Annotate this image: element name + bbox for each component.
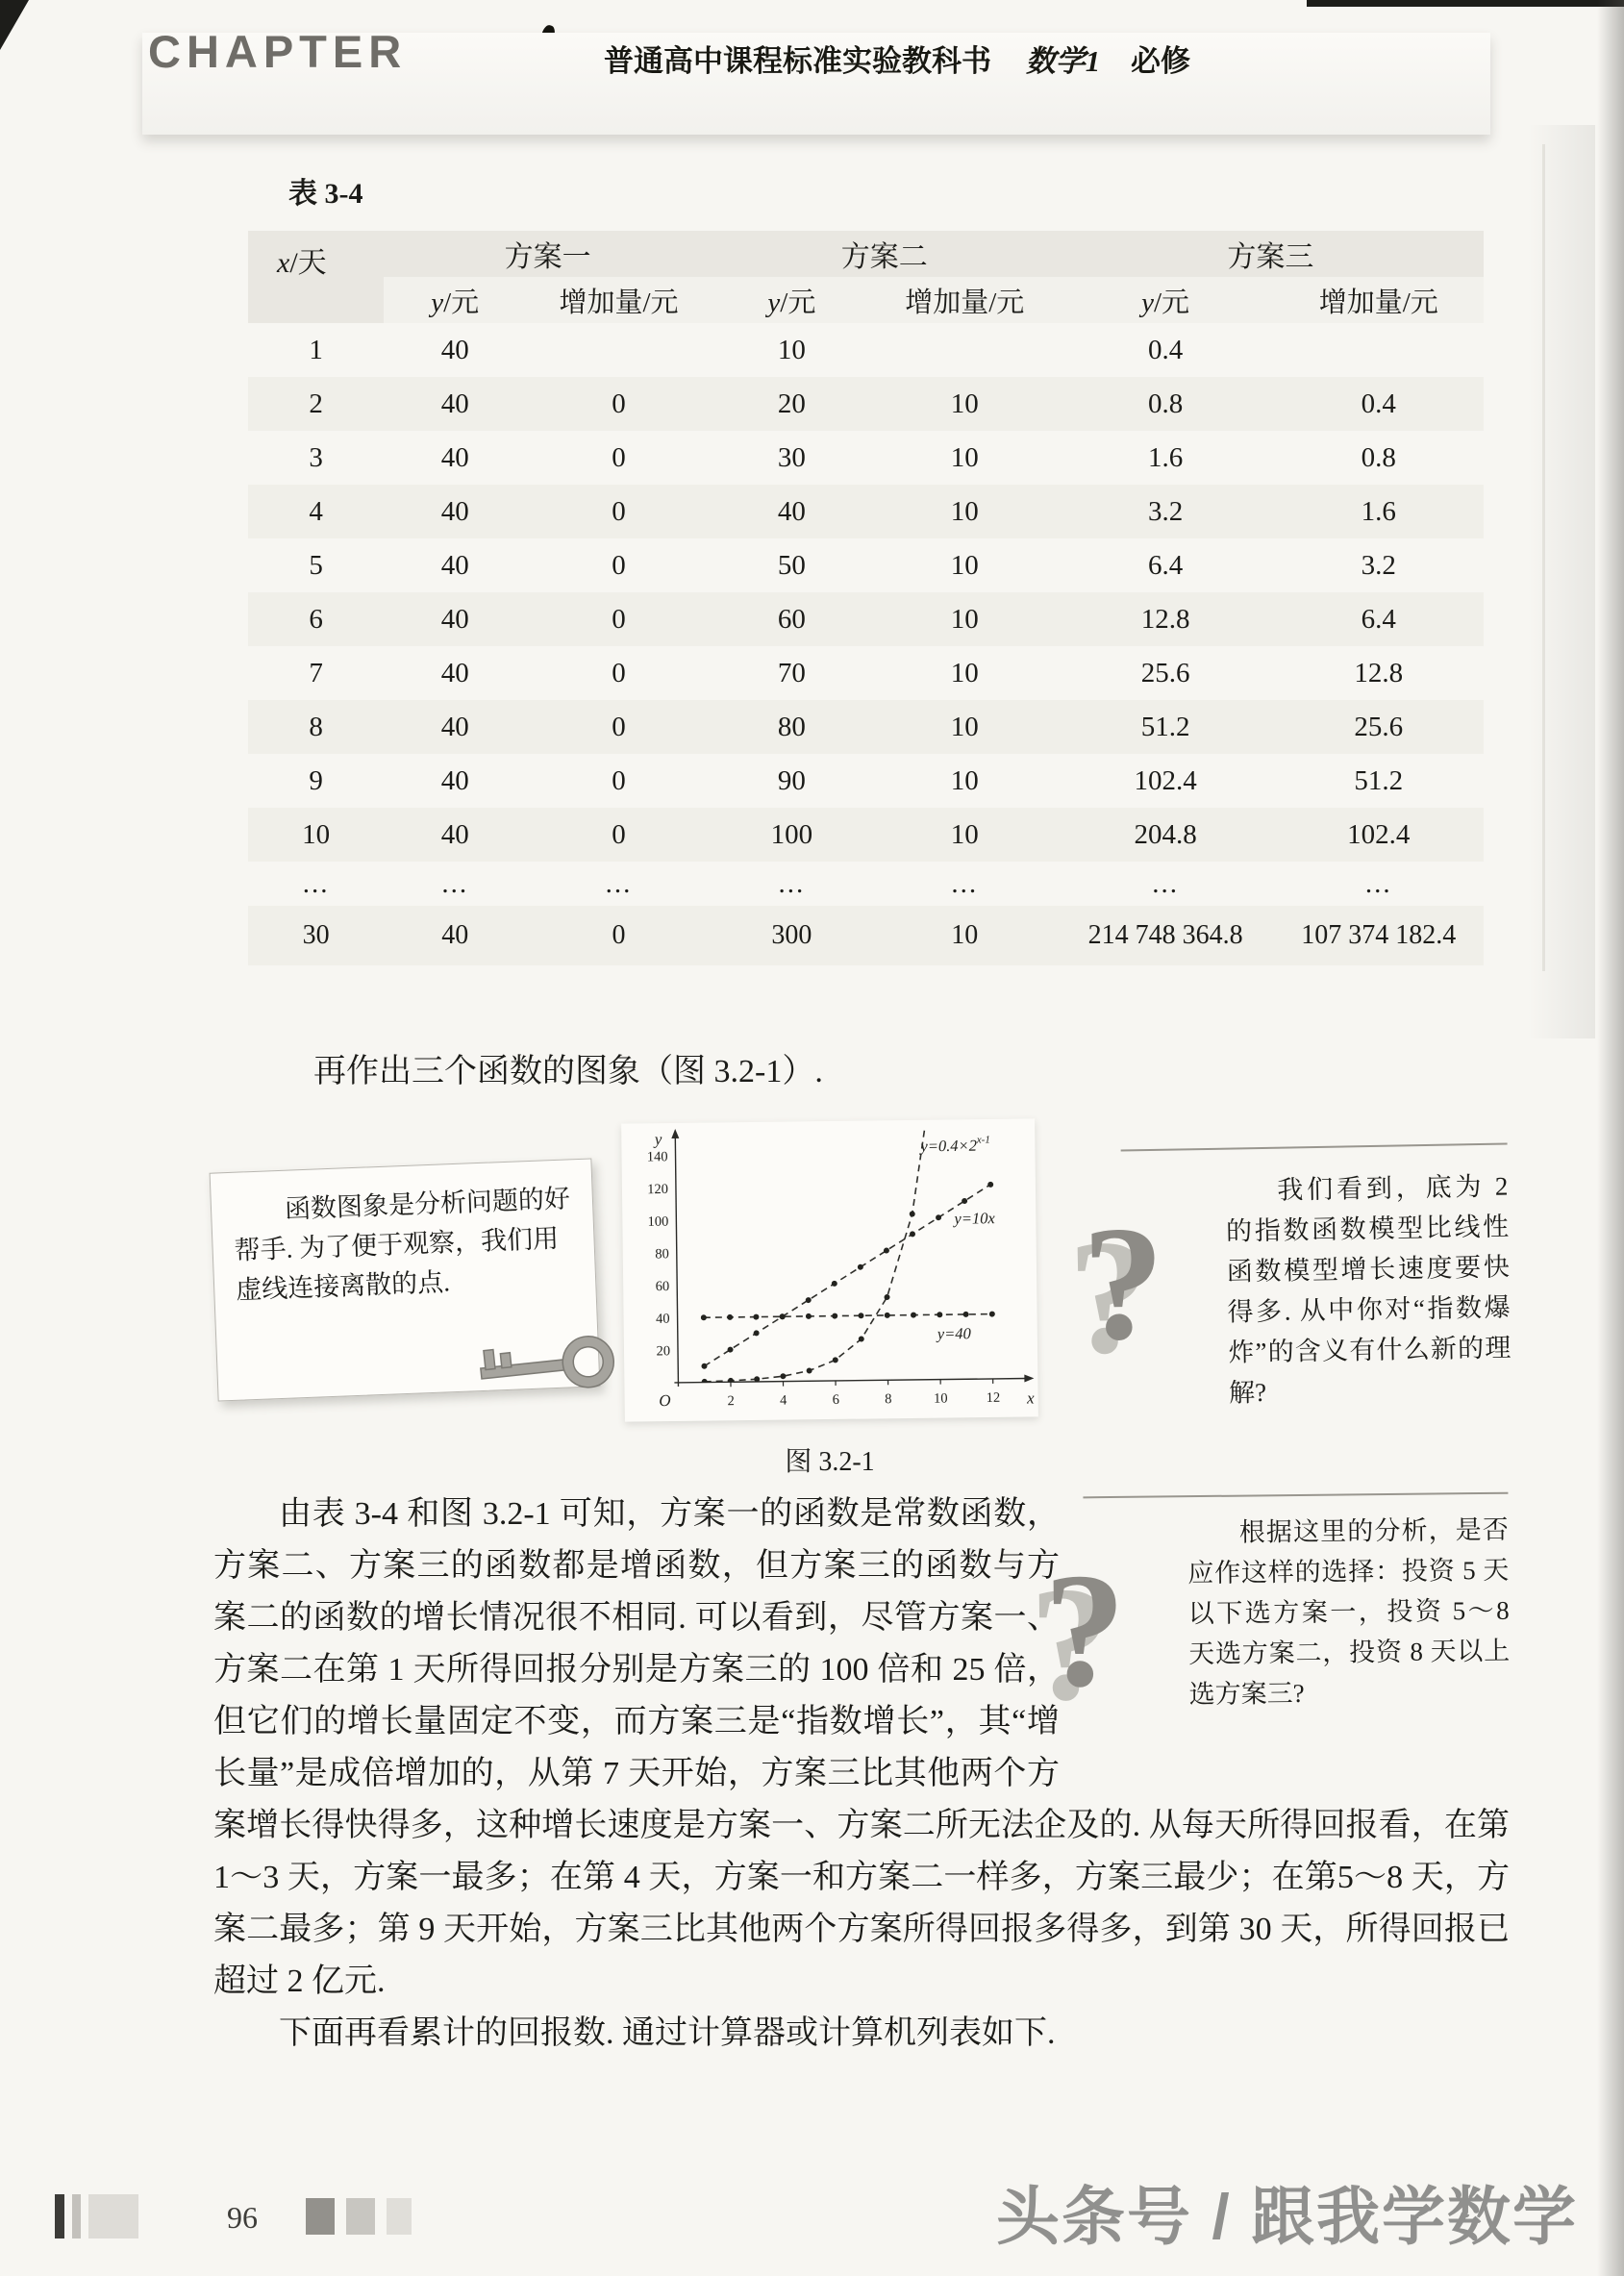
table-cell: 40 — [440, 818, 469, 850]
svg-text:8: 8 — [885, 1391, 892, 1408]
figure-chart — [621, 1118, 1038, 1421]
table-cell: 100 — [770, 818, 813, 850]
col-header: y/元 — [431, 287, 480, 318]
table-cell: 10 — [950, 711, 979, 742]
svg-text:100: 100 — [647, 1213, 669, 1230]
table-cell: 107 374 182.4 — [1301, 920, 1457, 950]
table-cell: ... — [778, 867, 806, 899]
table-cell: 30 — [777, 441, 806, 473]
table-cell: 2 — [309, 388, 323, 419]
table-cell: ... — [441, 867, 469, 899]
table-cell: 204.8 — [1134, 818, 1197, 850]
table-row — [248, 700, 1484, 754]
table-caption: 表 3-4 — [288, 178, 363, 210]
question-text: 根据这里的分析，是否应作这样的选择：投资 5 天以下选方案一，投资 5～8 天选方案二，投资 8 天以上选方案三? — [1187, 1514, 1511, 1710]
table-cell: 10 — [950, 603, 979, 635]
margin-note-text: 函数图象是分析问题的好帮手. 为了便于观察，我们用虚线连接离散的点. — [234, 1184, 571, 1305]
table-cell: 10 — [950, 441, 979, 473]
table-cell: 40 — [440, 603, 469, 635]
col-header-x-days: x/天 — [277, 247, 327, 279]
table-cell: 25.6 — [1354, 711, 1404, 742]
print-mark — [72, 2194, 81, 2238]
table-cell: 51.2 — [1140, 711, 1190, 742]
table-row — [248, 646, 1484, 700]
table-row — [248, 862, 1484, 906]
table-cell: 102.4 — [1134, 764, 1197, 796]
svg-text:O: O — [659, 1391, 671, 1411]
svg-text:10: 10 — [934, 1390, 948, 1407]
scan-artifact-shade — [1528, 125, 1595, 1038]
table-cell: 0 — [612, 711, 626, 742]
table-cell: ... — [951, 867, 979, 899]
book-title — [604, 37, 1190, 80]
scan-artifact-shadow — [1597, 0, 1624, 2276]
table-cell: 6.4 — [1147, 549, 1184, 581]
table-cell: 40 — [777, 495, 806, 527]
table-cell: 3.2 — [1361, 549, 1396, 581]
table-cell: 80 — [777, 711, 806, 742]
book-title-text: 普通高中课程标准实验教科书 — [604, 44, 991, 78]
table-cell: 0 — [612, 818, 626, 850]
scan-artifact-edge — [1307, 0, 1624, 7]
table-cell — [526, 323, 712, 377]
table-row — [248, 485, 1484, 538]
question-note-1 — [1081, 1143, 1512, 1415]
table-cell: 1 — [309, 334, 323, 365]
table-cell: 0 — [612, 603, 626, 635]
svg-text:y: y — [654, 1130, 662, 1149]
table-cell: 40 — [441, 920, 469, 950]
figure-caption: 图 3.2-1 — [785, 1447, 875, 1477]
table-cell: 12.8 — [1354, 657, 1404, 688]
svg-text:y=0.4×2x-1: $y=0.4\times 2^{x-1}$ — [920, 1134, 990, 1156]
table-cell: 4 — [309, 495, 323, 527]
table-cell: 51.2 — [1354, 764, 1404, 796]
table-cell: 20 — [777, 388, 806, 419]
table-cell: 0 — [612, 549, 626, 581]
table-cell: 12.8 — [1140, 603, 1190, 635]
table-cell: 10 — [951, 920, 979, 950]
table-cell: ... — [302, 867, 330, 899]
svg-text:4: 4 — [780, 1392, 787, 1409]
chapter-label: CHAPTER — [148, 26, 408, 77]
question-text: 我们看到，底为 2 的指数函数模型比线性函数模型增长速度要快得多. 从中你对“指数爆炸”的含义有什么新的理解? — [1225, 1171, 1512, 1408]
table-cell: 10 — [302, 818, 331, 850]
table-row — [248, 431, 1484, 485]
reward-table — [248, 231, 1484, 965]
table-cell: 10 — [950, 495, 979, 527]
table-row — [248, 906, 1484, 965]
table-cell: 40 — [440, 711, 469, 742]
table-cell: 0 — [612, 657, 626, 688]
print-marks — [55, 2194, 138, 2238]
table-cell: 0 — [612, 920, 626, 950]
table-cell: 10 — [777, 334, 806, 365]
col-group-header: 方案一 — [504, 241, 591, 273]
svg-text:140: 140 — [646, 1149, 668, 1165]
svg-text:60: 60 — [655, 1278, 670, 1295]
svg-text:x: x — [1026, 1388, 1035, 1408]
table-cell: 0 — [612, 495, 626, 527]
table-cell: 30 — [302, 920, 330, 950]
table-cell: 300 — [771, 920, 812, 950]
question-mark-icon: ? — [1042, 1538, 1127, 1721]
table-row — [248, 754, 1484, 808]
table-row — [248, 592, 1484, 646]
scan-artifact-corner — [0, 0, 29, 50]
table-cell: 40 — [440, 764, 469, 796]
scan-artifact-streak — [1542, 144, 1545, 971]
table-cell: 40 — [440, 495, 469, 527]
svg-text:y=10x: y=10x — [954, 1209, 995, 1228]
table-cell: 6 — [309, 603, 323, 635]
print-squares — [306, 2198, 412, 2235]
table-cell: 50 — [777, 549, 806, 581]
table-cell: 214 748 364.8 — [1087, 920, 1243, 950]
col-header: y/元 — [767, 287, 816, 318]
svg-text:2: 2 — [727, 1393, 735, 1410]
table-cell: 1.6 — [1361, 495, 1396, 527]
table-cell: 0 — [612, 441, 626, 473]
table-cell: ... — [1152, 867, 1179, 899]
body-text — [213, 1488, 1510, 2060]
table-cell: 3.2 — [1147, 495, 1184, 527]
table-cell: 40 — [440, 388, 469, 419]
print-mark — [88, 2194, 138, 2238]
table-cell: 90 — [777, 764, 806, 796]
watermark: 头条号 / 跟我学数学 — [995, 2181, 1578, 2252]
col-group-header: 方案二 — [840, 241, 928, 273]
col-header: y/元 — [1141, 287, 1190, 318]
col-group-header: 方案三 — [1227, 241, 1314, 273]
table-cell: 10 — [950, 764, 979, 796]
table-cell: 60 — [777, 603, 806, 635]
table-cell: 10 — [950, 549, 979, 581]
table-cell: 10 — [950, 657, 979, 688]
intro-paragraph: 再作出三个函数的图象（图 3.2-1）. — [313, 1054, 823, 1089]
table-cell: 0.8 — [1361, 441, 1396, 473]
print-mark — [55, 2194, 64, 2238]
print-mark — [306, 2198, 335, 2235]
table-cell — [872, 323, 1058, 377]
svg-text:20: 20 — [656, 1343, 671, 1360]
page-number: 96 — [227, 2200, 258, 2235]
svg-text:12: 12 — [986, 1389, 1001, 1407]
table-cell: 3 — [309, 441, 323, 473]
table-cell: 25.6 — [1140, 657, 1190, 688]
table-row — [248, 538, 1484, 592]
table-cell: 10 — [950, 818, 979, 850]
col-header: 增加量/元 — [559, 287, 679, 318]
table-cell: 0.4 — [1147, 334, 1184, 365]
table-row — [248, 808, 1484, 862]
book-edition: 必修 — [1131, 44, 1190, 78]
table-cell: 1.6 — [1147, 441, 1184, 473]
table-cell: 10 — [950, 388, 979, 419]
table-cell: 102.4 — [1347, 818, 1411, 850]
svg-text:6: 6 — [832, 1391, 840, 1408]
table-cell: 0.8 — [1147, 388, 1184, 419]
table-cell: ... — [605, 867, 633, 899]
col-header: 增加量/元 — [905, 287, 1025, 318]
question-mark-icon: ? — [1081, 1191, 1166, 1375]
svg-text:40: 40 — [656, 1311, 670, 1327]
table-row — [248, 377, 1484, 431]
table-cell: 40 — [440, 549, 469, 581]
table-row — [248, 323, 1484, 377]
paragraph: 下面再看累计的回报数. 通过计算器或计算机列表如下. — [279, 2015, 1056, 2051]
table-cell: 0.4 — [1361, 388, 1396, 419]
table-cell: 40 — [440, 334, 469, 365]
svg-text:80: 80 — [655, 1246, 669, 1263]
svg-text:120: 120 — [647, 1181, 669, 1198]
col-header: 增加量/元 — [1318, 287, 1438, 318]
table-cell: 5 — [309, 549, 323, 581]
paragraph: 由表 3-4 和图 3.2-1 可知，方案一的函数是常数函数，方案二、方案三的函数都是增函数，但方案三的函数与方案二的函数的增长情况很不相同. 可以看到，尽管方案一、方案二在第 1 天所得回报分别是方案三的 100 倍和 25 倍，但它们的增长量固定不变，而方案三是“指数增长”，其“增长量”是成倍增加的，从第 7 天开始，方案三比其他两个方案增长得快得多，这种增长速度是方案一、方案二所无法企及的. 从每天所得回报看，在第 1～3 天，方案一最多；在第 4 天，方案一和方案二一样多，方案三最少；在第5～8 天，方案二最多；第 9 天开始，方案三比其他两个方案所得回报多得多，到第 30 天，所得回报已超过 2 亿元. — [213, 1496, 1510, 1999]
table-cell: 7 — [309, 657, 323, 688]
table-cell: 6.4 — [1361, 603, 1396, 635]
table-cell: 40 — [440, 657, 469, 688]
table-cell: 70 — [777, 657, 806, 688]
table-cell: 0 — [612, 764, 626, 796]
table-cell: 0 — [612, 388, 626, 419]
table-cell: 9 — [309, 764, 323, 796]
table-cell: 40 — [440, 441, 469, 473]
table-cell: ... — [1364, 867, 1392, 899]
table-cell — [1274, 323, 1484, 377]
question-note-2 — [1042, 1492, 1511, 1786]
print-mark — [346, 2198, 375, 2235]
print-mark — [387, 2198, 412, 2235]
svg-text:y=40: y=40 — [937, 1324, 971, 1343]
table-cell: 8 — [309, 711, 323, 742]
book-subject: 数学1 — [1025, 44, 1101, 78]
function-graph — [621, 1118, 1038, 1421]
